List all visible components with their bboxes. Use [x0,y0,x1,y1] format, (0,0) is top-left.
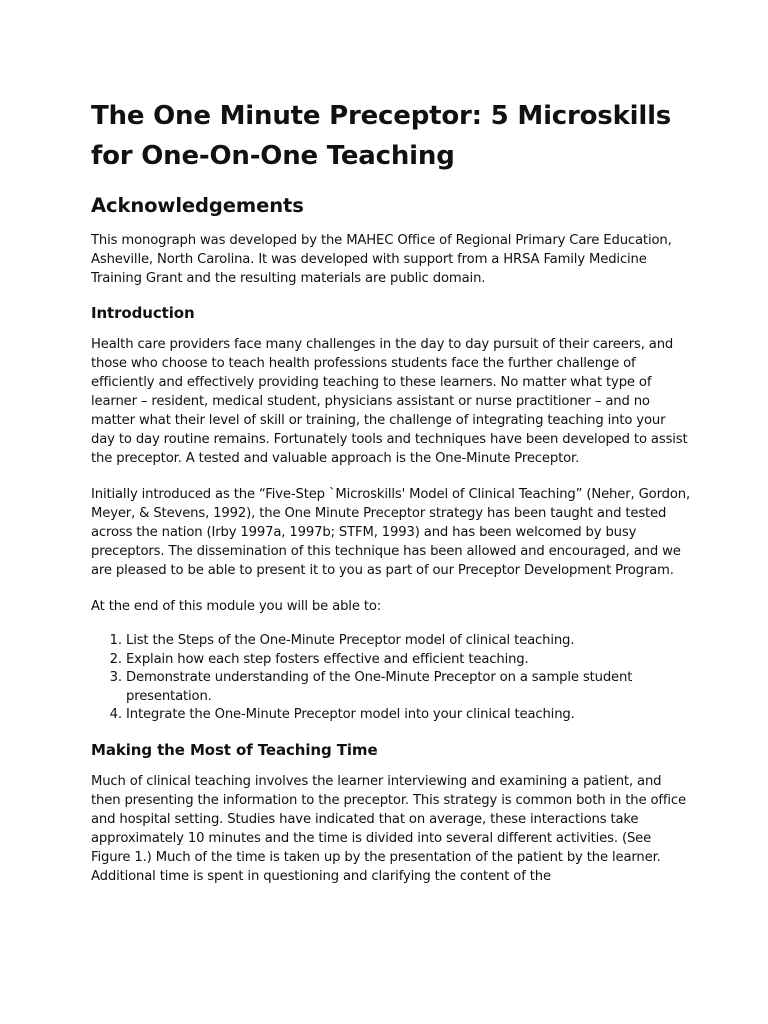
objectives-list [91,632,691,725]
list-item: 2. Explain how each step fosters effective and efficient teaching. [126,651,691,670]
acknowledgements-heading: Acknowledgements [91,194,304,217]
introduction-paragraph-1: Health care providers face many challenges in the day to day pursuit of their careers, and those who choose to teach health professions students face the further challenge of efficiently and effectively providing teaching to these learners. No matter what type of learner – resident, medical student, physicians assistant or nurse practitioner – and no matter what their level of skill or training, the challenge of integrating teaching into your day to day routine remains. Fortunately tools and techniques have been developed to assist the preceptor. A tested and valuable approach is the One-Minute Preceptor. [91,337,688,466]
objectives-intro: At the end of this module you will be able to: [91,599,382,614]
teaching-time-heading: Making the Most of Teaching Time [91,740,378,759]
document-page [91,96,691,886]
list-item: 1. List the Steps of the One-Minute Preceptor model of clinical teaching. [126,632,691,651]
teaching-time-paragraph: Much of clinical teaching involves the learner interviewing and examining a patient, and then presenting the information to the preceptor. This strategy is common both in the office and hospital setting. Studies have indicated that on average, these interactions take approximately 10 minutes and the time is divided into several different activities. (See Figure 1.) Much of the time is taken up by the presentation of the patient by the learner. Additional time is spent in questioning and clarifying the content of the [91,773,686,884]
introduction-paragraph-2: Initially introduced as the “Five-Step `Microskills' Model of Clinical Teaching” (Neher, Gordon, Meyer, & Stevens, 1992), the One Minute Preceptor strategy has been taught and tested across the nation (Irby 1997a, 1997b; STFM, 1993) and has been welcomed by busy preceptors. The dissemination of this technique has been allowed and encouraged, and we are pleased to be able to present it to you as part of our Preceptor Development Program. [91,487,690,578]
introduction-heading: Introduction [91,304,195,322]
list-item: 4. Integrate the One-Minute Preceptor model into your clinical teaching. [126,706,691,725]
document-title: The One Minute Preceptor: 5 Microskills for One-On-One Teaching [91,101,672,171]
list-item: 3. Demonstrate understanding of the One-Minute Preceptor on a sample student presentation. [126,669,691,706]
acknowledgements-paragraph: This monograph was developed by the MAHEC Office of Regional Primary Care Education, Asheville, North Carolina. It was developed with support from a HRSA Family Medicine Training Grant and the resulting materials are public domain. [91,233,672,286]
